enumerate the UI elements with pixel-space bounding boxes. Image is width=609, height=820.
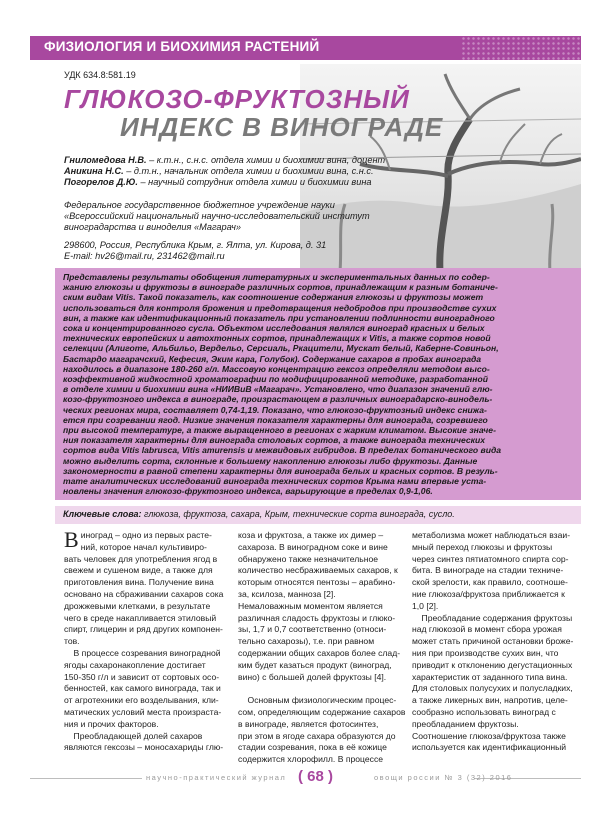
abstract-box bbox=[55, 268, 581, 500]
section-title: ФИЗИОЛОГИЯ И БИОХИМИЯ РАСТЕНИЙ bbox=[44, 39, 320, 54]
body-line: Преобладание содержания фруктозы bbox=[412, 612, 573, 623]
body-line: Соотношение глюкоза/фруктоза также bbox=[412, 730, 566, 741]
body-line: ния при производстве сухих вин, что bbox=[412, 647, 559, 658]
abstract-line: сортов вида Vitis labrusca, Vitis amurensis и межвидовых гибридов. В пределах ботанического вида bbox=[63, 445, 502, 456]
body-line: Немаловажным моментом является bbox=[238, 600, 383, 611]
body-line: а также ликерных вин, напротив, целе- bbox=[412, 695, 568, 706]
body-line: 1,0 [2]. bbox=[412, 600, 439, 611]
body-line: используется как идентификационный bbox=[412, 742, 567, 753]
body-line: может стать причиной остановки броже- bbox=[412, 636, 574, 647]
body-line: над глюкозой в момент сбора урожая bbox=[412, 624, 562, 635]
abstract-line: ния показателя характерны для винограда столовых сортов, а также винограда технических bbox=[63, 435, 486, 446]
abstract-text bbox=[63, 272, 573, 496]
body-line: бита. В винограде на стадии техниче- bbox=[412, 565, 564, 576]
body-line: содержании общих сахаров более слад- bbox=[238, 647, 401, 658]
abstract-line: козо-фруктозного индекса в винограде, произрастающем в различных виноградарско-винодель- bbox=[63, 394, 493, 405]
abstract-line: ется при созревании ягод. Низкие значения показателя характерны для винограда, созревшего bbox=[63, 414, 488, 425]
abstract-line: Бастардо магарачский, Кефесия, Эким кара, Голубок). Содержание сахаров в пробах винограда bbox=[63, 353, 482, 364]
body-line: при этом в ягоде сахара образуются до bbox=[238, 730, 396, 741]
abstract-line: при высокой температуре, а также выращенного в регионах с жарким климатом. Высокие значе- bbox=[63, 425, 496, 436]
udk-code: УДК 634.8:581.19 bbox=[64, 70, 136, 80]
body-line: Основным физиологическим процес- bbox=[238, 695, 397, 706]
email-line[interactable]: E-mail: hv26@mail.ru, 231462@mail.ru bbox=[64, 251, 225, 261]
body-line: обнаружено также незначительное bbox=[238, 553, 379, 564]
abstract-line: ческих регионах мира, составляет 0,74-1,19. Показано, что глюкозо-фруктозный индекс снижа- bbox=[63, 404, 487, 415]
body-line: метаболизма может наблюдаться взаи- bbox=[412, 530, 571, 540]
author-item: Аникина Н.С. – д.т.н., начальник отдела химии и биохимии вина, с.н.с. bbox=[64, 166, 374, 176]
abstract-line: тате аналитических исследований винограда технических сортов Крыма нами впервые уста- bbox=[63, 476, 487, 487]
footer-rule-left bbox=[30, 778, 142, 779]
page-number: ( 68 ) bbox=[298, 768, 334, 785]
contact-info bbox=[64, 240, 326, 262]
body-line: ний, которое начал культивиро- bbox=[80, 541, 207, 552]
body-line: приготовления вина. Получение вина bbox=[64, 577, 214, 588]
body-column-3 bbox=[412, 530, 572, 754]
body-line: бенностей, как самого винограда, так и bbox=[64, 683, 221, 694]
body-line: за, ксилоза, манноза [2]. bbox=[238, 588, 336, 599]
author-item: Гниломедова Н.В. – к.т.н., с.н.с. отдела химии и биохимии вина, доцент bbox=[64, 155, 386, 165]
abstract-line: жанию глюкозы и фруктозы в винограде различных сортов, принадлежащим к разным ботаниче- bbox=[63, 282, 498, 293]
body-line: В процессе созревания виноградной bbox=[64, 647, 221, 658]
body-line: Для столовых полусухих и полусладких, bbox=[412, 683, 573, 694]
abstract-line: закономерности в равной степени характерны для винограда белых и красных сортов. В резуль- bbox=[63, 465, 498, 476]
body-line: содержится хлорофилл. В процессе bbox=[238, 754, 384, 765]
body-line: ния и прочих факторов. bbox=[64, 718, 159, 729]
body-line: чего в среде накапливается этиловый bbox=[64, 612, 217, 623]
body-line: матических условий места произраста- bbox=[64, 706, 222, 717]
body-line: ской зрелости, как правило, соотноше- bbox=[412, 577, 568, 588]
body-line: приводит к отклонению дегустационных bbox=[412, 659, 573, 670]
abstract-line: новлены значения глюкозо-фруктозного индекса, варьирующие в пределах 0,9-1,06. bbox=[63, 486, 433, 497]
abstract-line: можно выделить сорта, склонные к большему накоплению глюкозы либо фруктозы. Данные bbox=[63, 455, 478, 466]
body-line: иноград – одно из первых расте- bbox=[80, 530, 212, 540]
author-item: Погорелов Д.Ю. – научный сотрудник отдела химии и биохимии вина bbox=[64, 177, 372, 187]
article-title-line2: ИНДЕКС В ВИНОГРАДЕ bbox=[120, 112, 444, 142]
abstract-line: технических европейских и автохтонных сортов, принадлежащих к Vitis, а также сортов новой bbox=[63, 333, 491, 344]
postal-address: 298600, Россия, Республика Крым, г. Ялта, ул. Кирова, д. 31 bbox=[64, 240, 327, 250]
abstract-line: использоваться для контроля брожения и предотвращения недобродов при производстве сухих bbox=[63, 302, 497, 313]
body-line: различная сладость фруктозы и глюко- bbox=[238, 612, 396, 623]
body-line: которым относятся пентозы – арабино- bbox=[238, 577, 396, 588]
abstract-line: сока и концентрированного сусла. Объектом исследования являлся виноград красных и белых bbox=[63, 323, 485, 334]
drop-cap: В bbox=[64, 527, 79, 552]
body-line: в винограде, является фотосинтез, bbox=[238, 718, 379, 729]
keywords-text: глюкоза, фруктоза, сахара, Крым, технические сорта винограда, сусло. bbox=[144, 509, 455, 519]
body-line: вино) с большей долей фруктозы [4]. bbox=[238, 671, 387, 682]
body-line: сом, определяющим содержание сахаров bbox=[238, 706, 406, 717]
body-line: характеристик от заданного типа вина. bbox=[412, 671, 568, 682]
body-line: свежем и сушеном виде, а также для bbox=[64, 565, 213, 576]
body-line: стадии созревания, пока в её кожице bbox=[238, 742, 387, 753]
body-line: тельно сахарозы), т.е. при равном bbox=[238, 636, 375, 647]
body-line: мный переход глюкозы и фруктозы bbox=[412, 541, 553, 552]
body-line: являются гексозы – моносахариды глю- bbox=[64, 742, 224, 753]
body-line: спирт, глицерин и ряд других компонен- bbox=[64, 624, 223, 635]
journal-issue: овощи россии № 3 (32) 2016 bbox=[374, 773, 513, 782]
journal-type: научно-практический журнал bbox=[146, 773, 287, 782]
author-list bbox=[64, 155, 385, 188]
abstract-line: находилось в диапазоне 180-260 г/л. Массовую концентрацию гексоз определяли методом высо- bbox=[63, 363, 490, 374]
body-line: преобладанием фруктозы. bbox=[412, 718, 519, 729]
body-line: от агротехники его возделывания, кли- bbox=[64, 695, 219, 706]
abstract-line: в отделе химии и биохимии вина «НИИВиВ «Магарач». Установлено, что диапазон значений глю- bbox=[63, 384, 493, 395]
body-line: ягоды сахаронакопление достигает bbox=[64, 659, 206, 670]
keywords-label: Ключевые слова: bbox=[63, 509, 142, 519]
abstract-line: коэффективной жидкостной хроматографии по модифицированной методике, разработанной bbox=[63, 374, 488, 385]
abstract-line: Представлены результаты обобщения литературных и экспериментальных данных по содер- bbox=[63, 272, 490, 282]
body-line bbox=[238, 683, 398, 695]
body-line: тов. bbox=[64, 636, 80, 647]
body-column-1 bbox=[64, 527, 224, 754]
body-line: зы, 1,7 и 0,7 соответственно (относи- bbox=[238, 624, 387, 635]
abstract-line: ским видам Vitis. Такой показатель, как соотношение содержания глюкозы и фруктозы может bbox=[63, 292, 484, 303]
body-line: количество несбраживаемых сахаров, к bbox=[238, 565, 398, 576]
body-line: 150-350 г/л и зависит от сортовых осо- bbox=[64, 671, 220, 682]
body-line: дрожжевыми клетками, в результате bbox=[64, 600, 211, 611]
body-line: основано на сбраживании сахаров сока bbox=[64, 588, 224, 599]
keywords-box bbox=[55, 506, 581, 524]
body-line: ким будет казаться продукт (виноград, bbox=[238, 659, 392, 670]
body-line: ние глюкоза/фруктоза приближается к bbox=[412, 588, 565, 599]
body-line: коза и фруктоза, а также их димер – bbox=[238, 530, 384, 540]
body-line: сахароза. В виноградном соке и вине bbox=[238, 541, 388, 552]
body-line: вать человек для употребления ягод в bbox=[64, 553, 218, 564]
body-line: Преобладающей долей сахаров bbox=[64, 730, 203, 741]
article-title-line1: ГЛЮКОЗО-ФРУКТОЗНЫЙ bbox=[64, 84, 410, 114]
body-line: через синтез пятиатомного спирта сор- bbox=[412, 553, 569, 564]
body-line: сообразно использовать виноград с bbox=[412, 706, 556, 717]
section-banner bbox=[30, 36, 581, 60]
banner-dot-pattern bbox=[461, 36, 581, 60]
body-column-2 bbox=[238, 530, 406, 766]
affiliation: Федеральное государственное бюджетное учреждение науки «Всероссийский национальный научно-исследовательский институт виноградарства и виноделия «Магарач» bbox=[64, 200, 370, 232]
abstract-line: селекции (Алиготе, Альбильо, Вердельо, Серсиаль, Ркацители, Мускат белый, Каберне-Совиньон, bbox=[63, 343, 499, 354]
abstract-line: вин, а также как идентификационный показатель при установлении подлинности виноградного bbox=[63, 312, 495, 323]
